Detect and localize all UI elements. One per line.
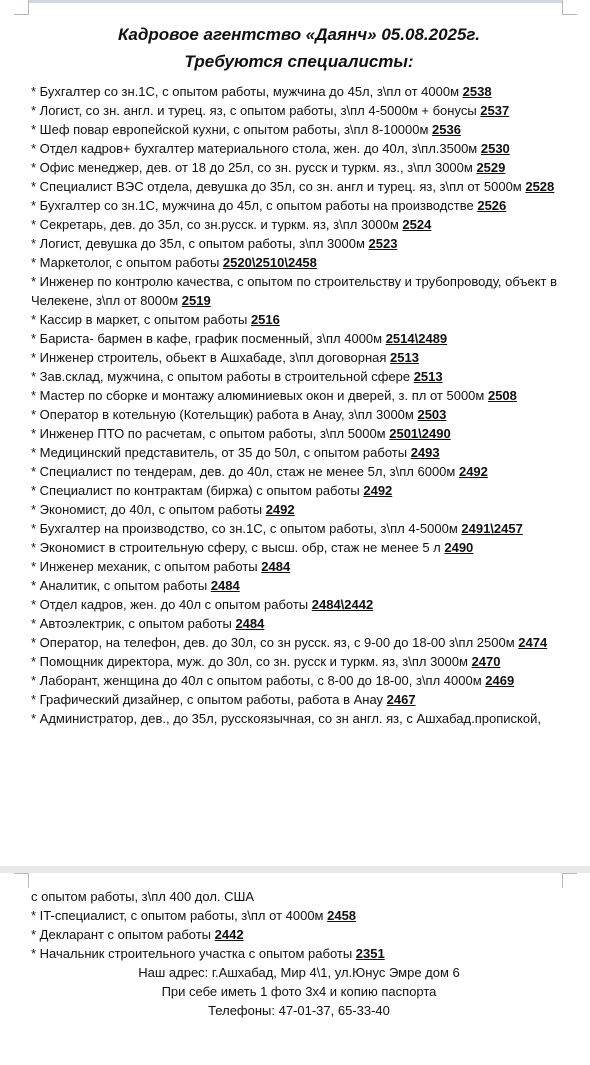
vacancy-text: * Инженер строитель, обьект в Ашхабаде, з\пл договорная — [31, 350, 391, 365]
vacancy-text: * Медицинский представитель, от 35 до 50л, с опытом работы — [31, 445, 411, 460]
vacancy-text: * Офис менеджер, дев. от 18 до 25л, со зн. русск и туркм. яз., з\пл 3000м — [31, 160, 477, 175]
vacancy-item — [31, 652, 567, 671]
vacancy-item — [31, 595, 567, 614]
vacancy-item — [31, 519, 567, 538]
document-body — [31, 21, 567, 728]
vacancy-item — [31, 944, 567, 963]
vacancy-item — [31, 310, 567, 329]
vacancy-code: 2537 — [480, 103, 510, 118]
vacancy-code: 2538 — [462, 84, 492, 99]
vacancy-text: * Секретарь, дев. до 35л, со зн.русск. и туркм. яз, з\пл 3000м — [31, 217, 403, 232]
vacancy-code: 2442 — [214, 927, 244, 942]
vacancy-item — [31, 925, 567, 944]
vacancy-text: * Оператор, на телефон, дев. до 30л, со зн русск. яз, с 9-00 до 18-00 з\пл 2500м — [31, 635, 519, 650]
vacancy-text: * Отдел кадров, жен. до 40л с опытом работы — [31, 597, 312, 612]
vacancy-item — [31, 709, 567, 728]
vacancy-code: 2514\2489 — [385, 331, 448, 346]
vacancy-text: * Администратор, дев., до 35л, русскоязычная, со зн англ. яз, с Ашхабад.пропиской, — [31, 711, 541, 726]
vacancy-code: 2501\2490 — [389, 426, 451, 441]
vacancy-text: * Логист, со зн. англ. и турец. яз, с опытом работы, з\пл 4-5000м + бонусы — [31, 103, 481, 118]
vacancy-list-continued — [31, 887, 567, 963]
vacancy-item — [31, 481, 567, 500]
vacancy-text: * Начальник строительного участка с опытом работы — [31, 946, 356, 961]
vacancy-text: * Декларант с опытом работы — [31, 927, 215, 942]
vacancy-list — [31, 82, 567, 728]
vacancy-code: 2520\2510\2458 — [222, 255, 317, 270]
vacancy-text: * Инженер по контролю качества, с опытом по строительству и трубопроводу, объект в — [31, 274, 558, 289]
vacancy-text: * Маркетолог, с опытом работы — [31, 255, 223, 270]
vacancy-code: 2484 — [235, 616, 265, 631]
vacancy-text: * Экономист, до 40л, с опытом работы — [31, 502, 266, 517]
vacancy-text: * IT-специалист, с опытом работы, з\пл от 4000м — [31, 908, 328, 923]
vacancy-code: 2524 — [402, 217, 432, 232]
vacancy-text: * Бухгалтер на производство, со зн.1С, с опытом работы, з\пл 4-5000м — [31, 521, 462, 536]
vacancy-item — [31, 82, 567, 101]
vacancy-code: 2503 — [417, 407, 447, 422]
vacancy-code: 2484 — [261, 559, 291, 574]
vacancy-item — [31, 538, 567, 557]
vacancy-code: 2491\2457 — [461, 521, 523, 536]
vacancy-text: * Мастер по сборке и монтажу алюминиевых окон и дверей, з. пл от 5000м — [31, 388, 488, 403]
vacancy-item — [31, 329, 567, 348]
vacancy-item — [31, 576, 567, 595]
crop-mark-top-left — [14, 0, 29, 15]
vacancy-item — [31, 291, 567, 310]
vacancy-item — [31, 405, 567, 424]
vacancy-text: * Логист, девушка до 35л, с опытом работы, з\пл 3000м — [31, 236, 369, 251]
vacancy-code: 2492 — [363, 483, 393, 498]
crop-mark-top-right — [562, 0, 577, 15]
vacancy-code: 2484\2442 — [311, 597, 374, 612]
vacancy-code: 2470 — [471, 654, 501, 669]
vacancy-text: * Бухгалтер со зн.1С, мужчина до 45л, с опытом работы на производстве — [31, 198, 478, 213]
crop-mark-bottom-left — [14, 873, 29, 888]
vacancy-item — [31, 101, 567, 120]
vacancies-heading: Требуются специалисты: — [184, 52, 414, 71]
vacancy-text: * Графический дизайнер, с опытом работы, работа в Анау — [31, 692, 387, 707]
vacancy-text: * Инженер ПТО по расчетам, с опытом работы, з\пл 5000м — [31, 426, 390, 441]
agency-address: Наш адрес: г.Ашхабад, Мир 4\1, ул.Юнус Эмре дом 6 — [138, 965, 460, 980]
vacancy-code: 2469 — [485, 673, 515, 688]
page-top-edge — [28, 0, 562, 3]
vacancy-text: * Отдел кадров+ бухгалтер материального стола, жен. до 40л, з\пл.3500м — [31, 141, 481, 156]
vacancy-code: 2508 — [487, 388, 517, 403]
vacancy-text: Челекене, з\пл от 8000м — [31, 293, 182, 308]
vacancy-code: 2492 — [458, 464, 488, 479]
vacancy-text: * Бухгалтер со зн.1С, с опытом работы, мужчина до 45л, з\пл от 4000м — [31, 84, 463, 99]
vacancy-code: 2351 — [355, 946, 385, 961]
crop-mark-bottom-right — [562, 873, 577, 888]
vacancy-code: 2484 — [210, 578, 240, 593]
vacancy-code: 2474 — [518, 635, 548, 650]
vacancy-code: 2536 — [432, 122, 461, 137]
vacancy-text: с опытом работы, з\пл 400 дол. США — [31, 889, 255, 904]
vacancy-item — [31, 462, 567, 481]
vacancy-code: 2519 — [181, 293, 211, 308]
vacancy-code: 2467 — [386, 692, 416, 707]
agency-title: Кадровое агентство «Даянч» 05.08.2025г. — [117, 25, 481, 44]
vacancy-item — [31, 424, 567, 443]
vacancy-text: * Кассир в маркет, с опытом работы — [31, 312, 251, 327]
vacancy-item — [31, 158, 567, 177]
vacancy-item — [31, 500, 567, 519]
vacancy-item — [31, 139, 567, 158]
vacancy-item — [31, 614, 567, 633]
vacancy-item — [31, 234, 567, 253]
vacancy-text: * Шеф повар европейской кухни, с опытом работы, з\пл 8-10000м — [31, 122, 433, 137]
vacancy-code: 2493 — [410, 445, 440, 460]
vacancy-item — [31, 196, 567, 215]
vacancy-item — [31, 633, 567, 652]
vacancy-item — [31, 906, 567, 925]
vacancy-text: * Специалист по тендерам, дев. до 40л, стаж не менее 5л, з\пл 6000м — [31, 464, 459, 479]
vacancy-text: * Оператор в котельную (Котельщик) работа в Анау, з\пл 3000м — [31, 407, 418, 422]
vacancy-code: 2516 — [250, 312, 280, 327]
vacancy-text: * Помощник директора, муж. до 30л, со зн. русск и туркм. яз, з\пл 3000м — [31, 654, 472, 669]
vacancy-text: * Зав.склад, мужчина, с опытом работы в строительной сфере — [31, 369, 414, 384]
vacancy-item — [31, 671, 567, 690]
vacancy-text: * Специалист ВЭС отдела, девушка до 35л, со зн. англ и турец. яз, з\пл от 5000м — [31, 179, 526, 194]
vacancy-code: 2513 — [413, 369, 443, 384]
vacancy-text: * Лаборант, женщина до 40л с опытом работы, с 8-00 до 18-00, з\пл 4000м — [31, 673, 486, 688]
vacancy-text: * Инженер механик, с опытом работы — [31, 559, 262, 574]
document-body-continued — [31, 887, 567, 1020]
vacancy-item — [31, 386, 567, 405]
vacancy-text: * Автоэлектрик, с опытом работы — [31, 616, 236, 631]
vacancy-code: 2523 — [368, 236, 398, 251]
vacancy-code: 2513 — [390, 350, 419, 365]
vacancy-code: 2458 — [327, 908, 357, 923]
vacancy-text: * Аналитик, с опытом работы — [31, 578, 211, 593]
required-documents: При себе иметь 1 фото 3х4 и копию паспорта — [161, 984, 437, 999]
vacancy-text: * Бариста- бармен в кафе, график посменный, з\пл 4000м — [31, 331, 386, 346]
vacancy-item — [31, 887, 567, 906]
vacancy-code: 2529 — [476, 160, 506, 175]
vacancy-code: 2530 — [480, 141, 510, 156]
vacancy-item — [31, 272, 567, 291]
vacancy-code: 2528 — [525, 179, 555, 194]
vacancy-code: 2526 — [477, 198, 507, 213]
vacancy-item — [31, 120, 567, 139]
vacancy-text: * Экономист в строительную сферу, с высш. обр, стаж не менее 5 л — [31, 540, 445, 555]
vacancy-text: * Специалист по контрактам (биржа) с опытом работы — [31, 483, 364, 498]
document-page-2 — [0, 873, 590, 1065]
vacancy-code: 2492 — [265, 502, 295, 517]
vacancy-item — [31, 215, 567, 234]
vacancy-item — [31, 348, 567, 367]
agency-phones: Телефоны: 47-01-37, 65-33-40 — [208, 1003, 390, 1018]
vacancy-item — [31, 253, 567, 272]
vacancy-item — [31, 557, 567, 576]
vacancy-item — [31, 690, 567, 709]
vacancy-item — [31, 443, 567, 462]
vacancy-code: 2490 — [444, 540, 474, 555]
vacancy-item — [31, 367, 567, 386]
vacancy-item — [31, 177, 567, 196]
